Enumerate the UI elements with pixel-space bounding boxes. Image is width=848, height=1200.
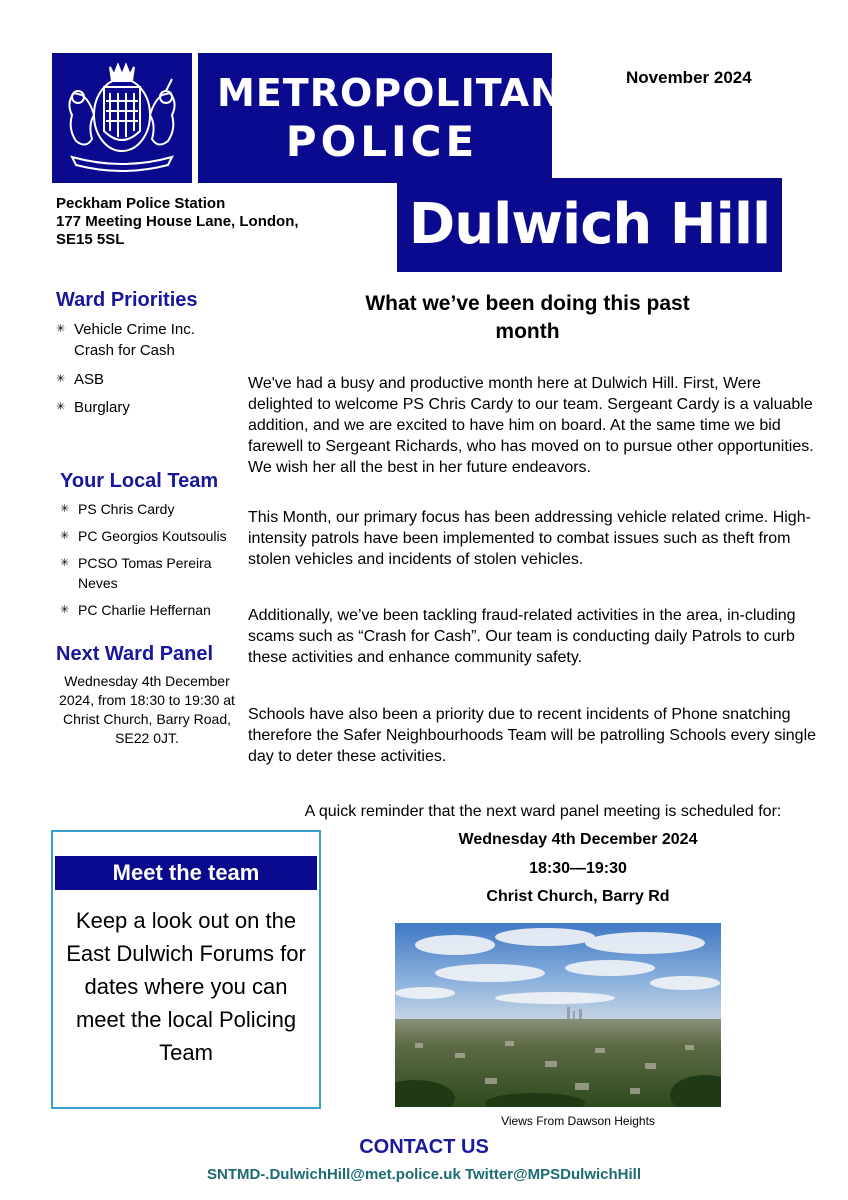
list-item: ✳ PCSO Tomas Pereira Neves [60, 555, 212, 591]
local-team-list [60, 499, 245, 620]
meeting-reminder: A quick reminder that the next ward panel meeting is scheduled for: [304, 803, 782, 820]
contact-heading: CONTACT US [359, 1136, 489, 1158]
org-name-line2: POLICE [285, 117, 479, 166]
event-date: Wednesday 4th December 2024 [458, 831, 698, 848]
list-item: ✳ Vehicle Crime Inc. Crash for Cash [56, 321, 195, 359]
station-line: Peckham Police Station [56, 195, 226, 212]
bullet-icon: ✳ [56, 401, 66, 413]
list-item: ✳ PS Chris Cardy [60, 501, 175, 517]
police-crest-icon [52, 53, 192, 183]
bullet-icon: ✳ [56, 323, 66, 335]
ward-priorities-list [56, 319, 226, 418]
ward-priorities-heading: Ward Priorities [56, 289, 198, 311]
station-line: 177 Meeting House Lane, London, [56, 213, 299, 230]
meet-the-team-title: Meet the team [55, 856, 317, 890]
meet-the-team-box [51, 830, 321, 1109]
dawson-heights-photo [395, 923, 721, 1107]
logo-divider [192, 53, 198, 183]
next-panel-heading: Next Ward Panel [56, 643, 214, 665]
paragraph: Schools have also been a priority due to recent incidents of Phone snatching therefore the Safer Neighbourhoods Team will be patrolling Schools every single day to deter these activities. [248, 706, 817, 765]
bullet-icon: ✳ [56, 373, 66, 385]
local-team-heading: Your Local Team [60, 470, 219, 492]
bullet-icon: ✳ [60, 503, 70, 515]
paragraph: This Month, our primary focus has been addressing vehicle related crime. High-intensity patrols have been implemented to combat issues such as theft from stolen vehicles and incidents of stolen vehicles. [248, 509, 811, 568]
photo-caption: Views From Dawson Heights [501, 1114, 655, 1128]
met-police-logo-block [52, 53, 563, 183]
bullet-icon: ✳ [60, 557, 70, 569]
org-name-line1: METROPOLITAN [217, 71, 563, 115]
station-address [56, 195, 299, 249]
station-line: SE15 5SL [56, 231, 125, 248]
list-item: ✳ ASB [56, 371, 105, 388]
paragraph: We've had a busy and productive month here at Dulwich Hill. First, Were delighted to welcome PS Chris Cardy to our team. Sergeant Cardy is a valuable addition, and we are excited to have him on board. At the same time we bid farewell to Sergeant Richards, who has moved on to pursue other opportunities. We wish her all the best in her future endeavors. [248, 375, 814, 476]
next-panel-details: Wednesday 4th December 2024, from 18:30 to 19:30 at Christ Church, Barry Road, SE22 0JT. [59, 673, 235, 746]
main-heading: What we’ve been doing this past month [365, 292, 690, 343]
contact-details[interactable]: SNTMD-.DulwichHill@met.police.uk Twitter@MPSDulwichHill [206, 1166, 641, 1183]
list-item: ✳ Burglary [56, 399, 130, 416]
list-item: ✳ PC Georgios Koutsoulis [60, 528, 227, 544]
event-time: 18:30—19:30 [529, 860, 627, 877]
bullet-icon: ✳ [60, 530, 70, 542]
list-item: ✳ PC Charlie Heffernan [60, 602, 211, 618]
event-location: Christ Church, Barry Rd [486, 888, 670, 905]
ward-title: Dulwich Hill [397, 178, 782, 272]
meet-the-team-text: Keep a look out on the East Dulwich Forums for dates where you can meet the local Policing Team [66, 908, 306, 1065]
paragraph: Additionally, we’ve been tackling fraud-related activities in the area, in-cluding scams such as “Crash for Cash”. Our team is conducting daily Patrols to curb these activities and enhance community safety. [248, 607, 796, 666]
newsletter-date: November 2024 [626, 68, 752, 87]
bullet-icon: ✳ [60, 604, 70, 616]
